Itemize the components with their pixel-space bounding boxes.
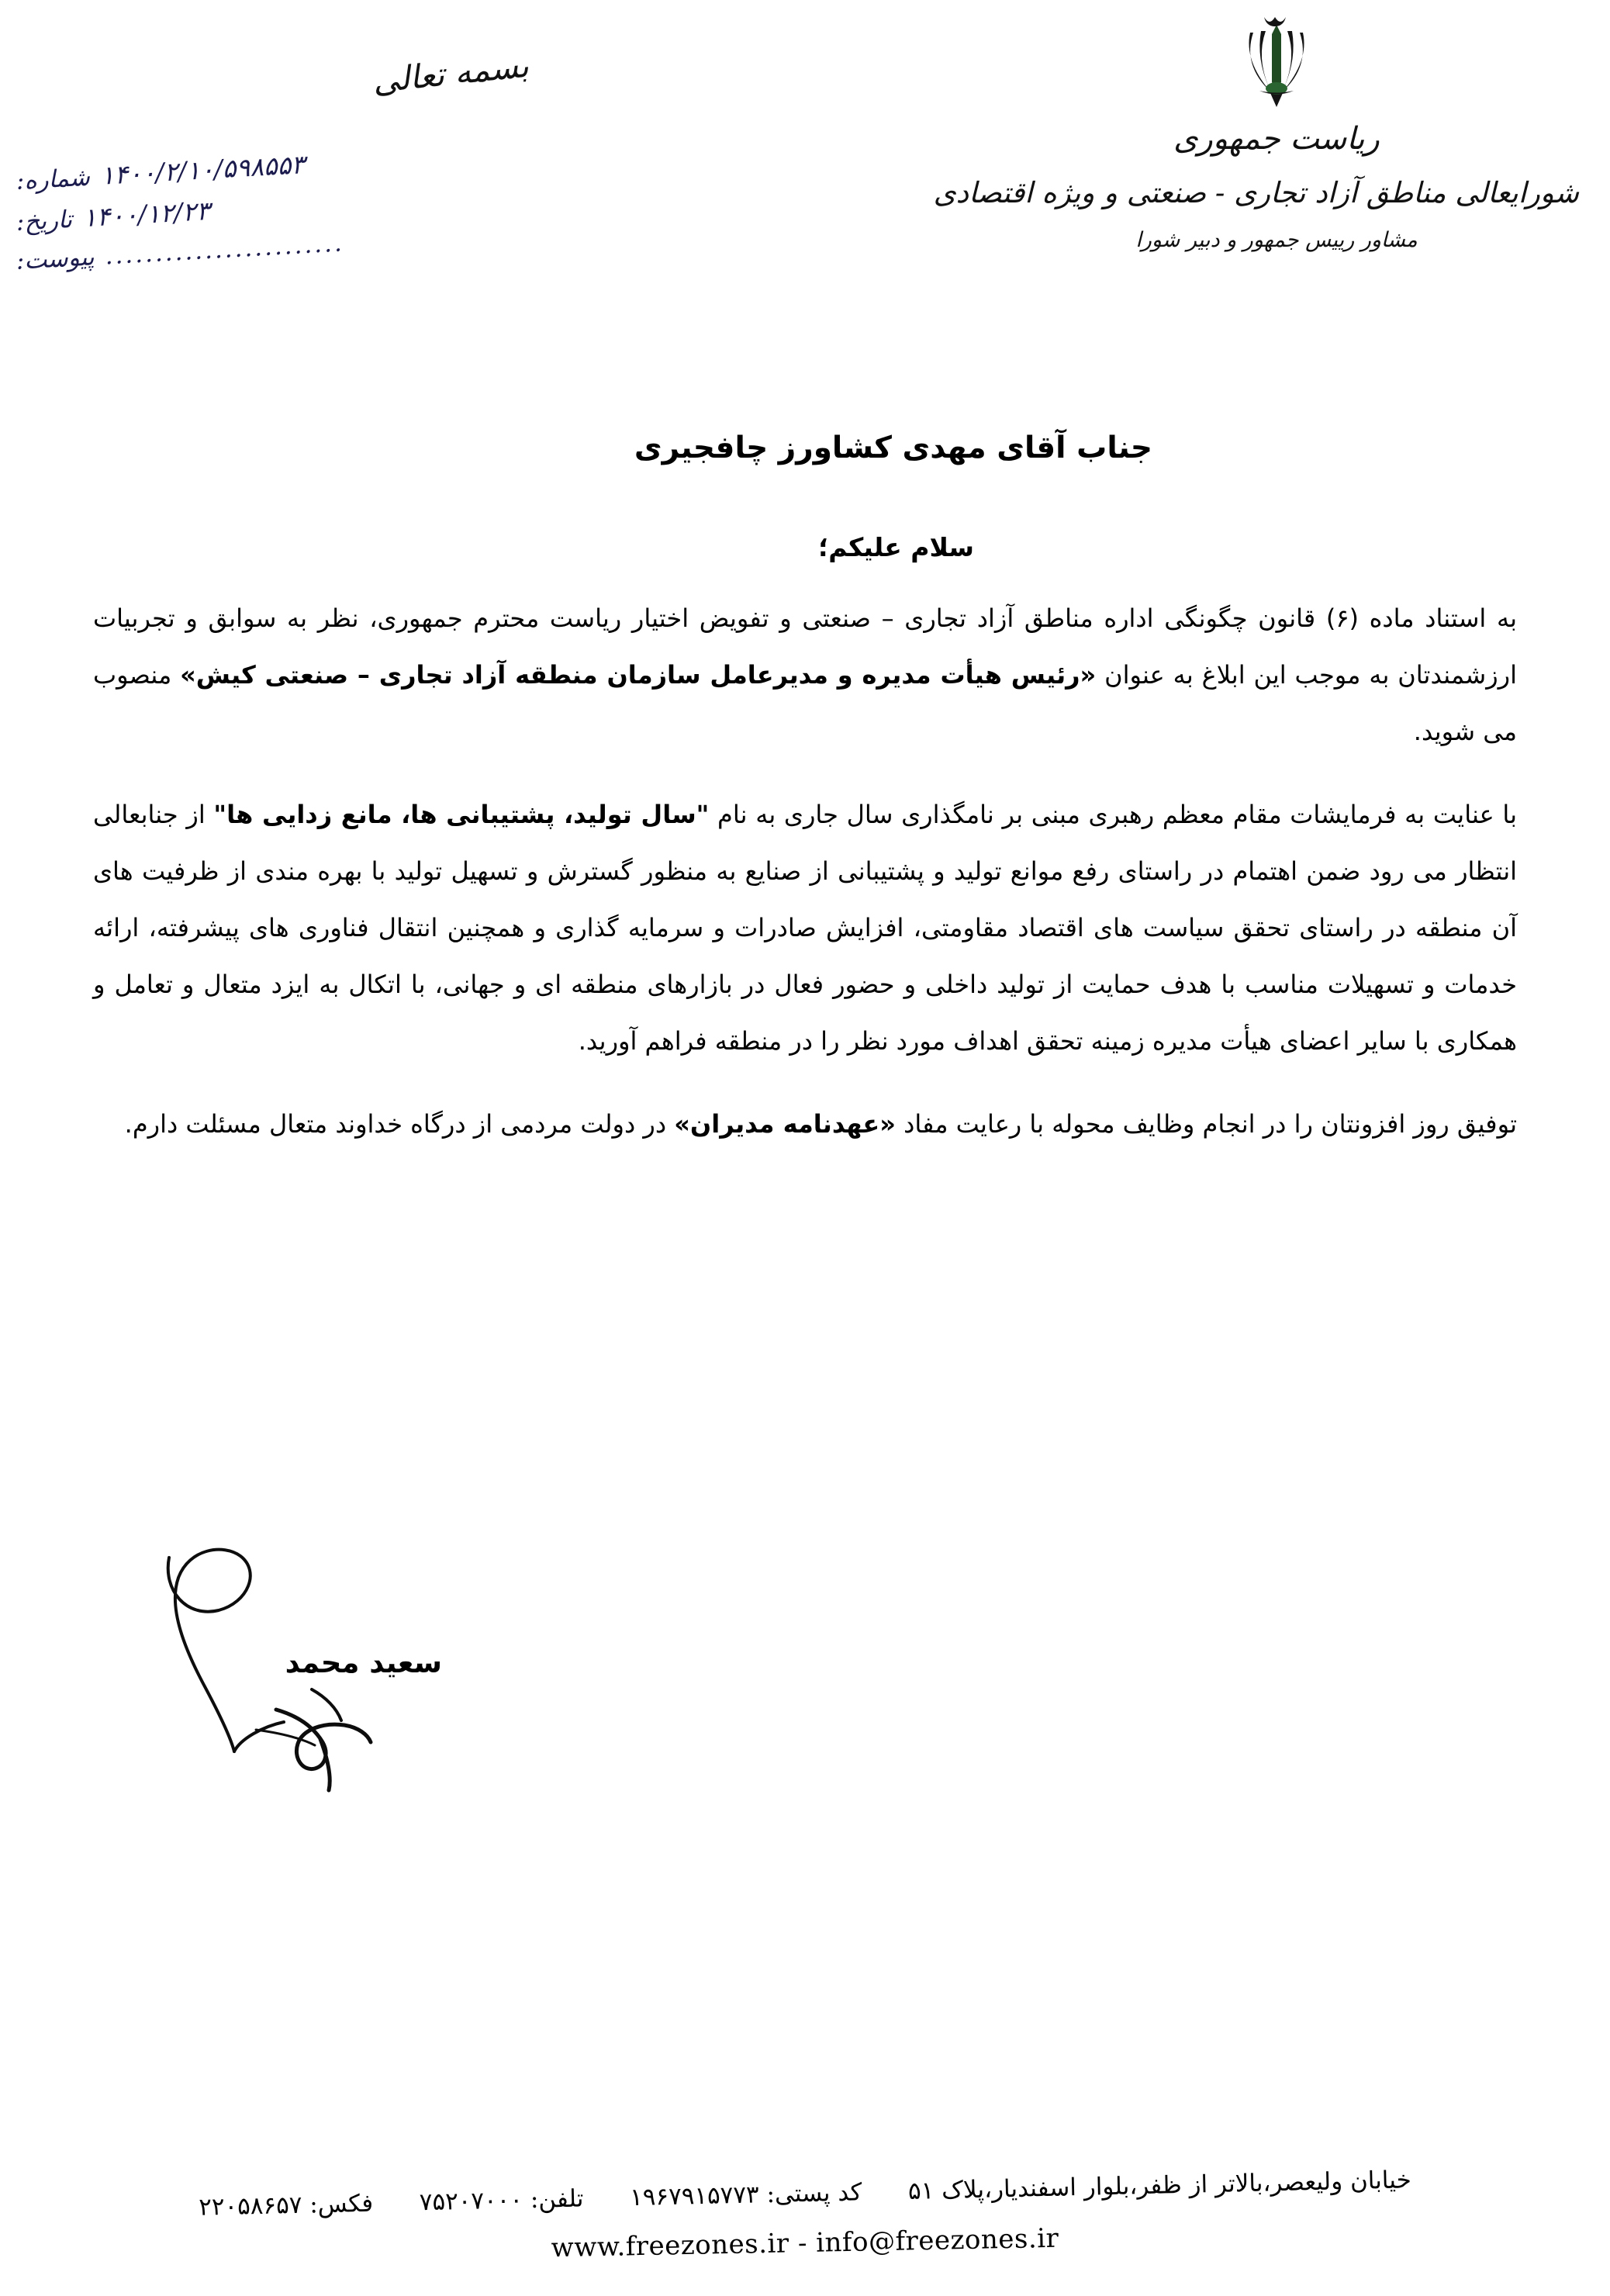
footer-spacer-1 [869, 2199, 900, 2200]
letterhead-line-presidency: ریاست جمهوری [1173, 121, 1380, 157]
salutation-line: سلام علیکم؛ [818, 532, 974, 562]
footer-spacer-2 [592, 2205, 623, 2206]
addressee-line: جناب آقای مهدی کشاورز چافجیری [634, 430, 1152, 465]
footer-phone-value: ۷۵۲۰۷۰۰۰ [419, 2186, 523, 2217]
reference-attachment-label: پیوست: [15, 243, 95, 275]
letter-body [93, 430, 1517, 1173]
letterhead-line-advisor: مشاور رییس جمهور و دبیر شورا [1135, 228, 1418, 253]
paragraph-appointment [93, 590, 1517, 760]
paragraph-closing-part1: توفیق روز افزونتان را در انجام وظایف محوله با رعایت مفاد [895, 1108, 1517, 1139]
letterhead-line-council: شورایعالی مناطق آزاد تجاری - صنعتی و ویژه اقتصادی [933, 176, 1579, 209]
bismillah-text: بسمه تعالی [370, 46, 530, 101]
footer-address: خیابان ولیعصر،بالاتر از ظفر،بلوار اسفندیار،پلاک ۵۱ [907, 2166, 1412, 2205]
reference-date-value: ۱۴۰۰/۱۲/۲۳ [81, 195, 211, 233]
footer-fax-label: فکس: [309, 2189, 374, 2219]
footer-phone-label: تلفن: [530, 2184, 584, 2215]
reference-block [15, 144, 403, 275]
paragraph-closing [93, 1096, 1517, 1153]
paragraph-expectations-part1: با عنایت به فرمایشات مقام معظم رهبری مبنی بر نامگذاری سال جاری به نام [709, 799, 1518, 829]
reference-date-label: تاریخ: [15, 205, 73, 237]
paragraph-closing-covenant: «عهدنامه مدیران» [674, 1108, 896, 1139]
reference-attachment-value: ........................ [104, 229, 345, 271]
footer-fax-value: ۲۲۰۵۸۶۵۷ [198, 2191, 302, 2222]
paragraph-closing-part2: در دولت مردمی از درگاه خداوند متعال مسئلت دارم. [124, 1108, 675, 1139]
footer-postal-label: کد پستی: [766, 2178, 862, 2209]
paragraph-expectations-year-slogan: "سال تولید، پشتیبانی ها، مانع زدایی ها" [213, 799, 710, 829]
iran-national-emblem-icon [1230, 11, 1323, 110]
paragraph-expectations-part2: از جنابعالی انتظار می رود ضمن اهتمام در راستای رفع موانع تولید و پشتیبانی از صنایع به منظور گسترش و تسهیل تولید با بهره مندی از ظرفیت های آن منطقه در راستای تحقق سیاست های اقتصاد مقاومتی، افزایش صادرات و سرمایه گذاری و همچنین انتقال فناوری های پیشرفته، ارائه خدمات و تسهیلات مناسب با هدف حمایت از تولید داخلی و حضور فعال در بازارهای منطقه ای و جهانی، با اتکال به ایزد متعال و تعامل و همکاری با سایر اعضای هیأت مدیره زمینه تحقق اهداف مورد نظر را در منطقه فراهم آورید. [93, 799, 1517, 1056]
footer-postal-value: ۱۹۶۷۹۱۵۷۷۳ [629, 2180, 760, 2212]
footer-web-email: www.freezones.ir - info@freezones.ir [551, 2222, 1059, 2264]
reference-number-value: ۱۴۰۰/۲/۱۰/۵۹۸۵۵۳ [99, 149, 306, 191]
paragraph-appointment-part1: به استناد ماده (۶) قانون چگونگی اداره مناطق آزاد تجاری – صنعتی و تفویض اختیار ریاست محترم جمهوری، نظر به سوابق و تجربیات ارزشمندتان به موجب این ابلاغ به عنوان [93, 603, 1518, 690]
letterhead [933, 11, 1579, 257]
paragraph-appointment-title: «رئیس هیأت مدیره و مدیرعامل سازمان منطقه آزاد تجاری – صنعتی کیش» [180, 659, 1097, 690]
page-footer [0, 2166, 1610, 2264]
signature-area [132, 1544, 566, 1800]
paragraph-appointment-part2: منصوب می شوید. [93, 659, 1517, 746]
reference-number-label: شماره: [15, 163, 91, 195]
signatory-name: سعید محمد [285, 1646, 442, 1679]
paragraph-expectations [93, 787, 1517, 1070]
